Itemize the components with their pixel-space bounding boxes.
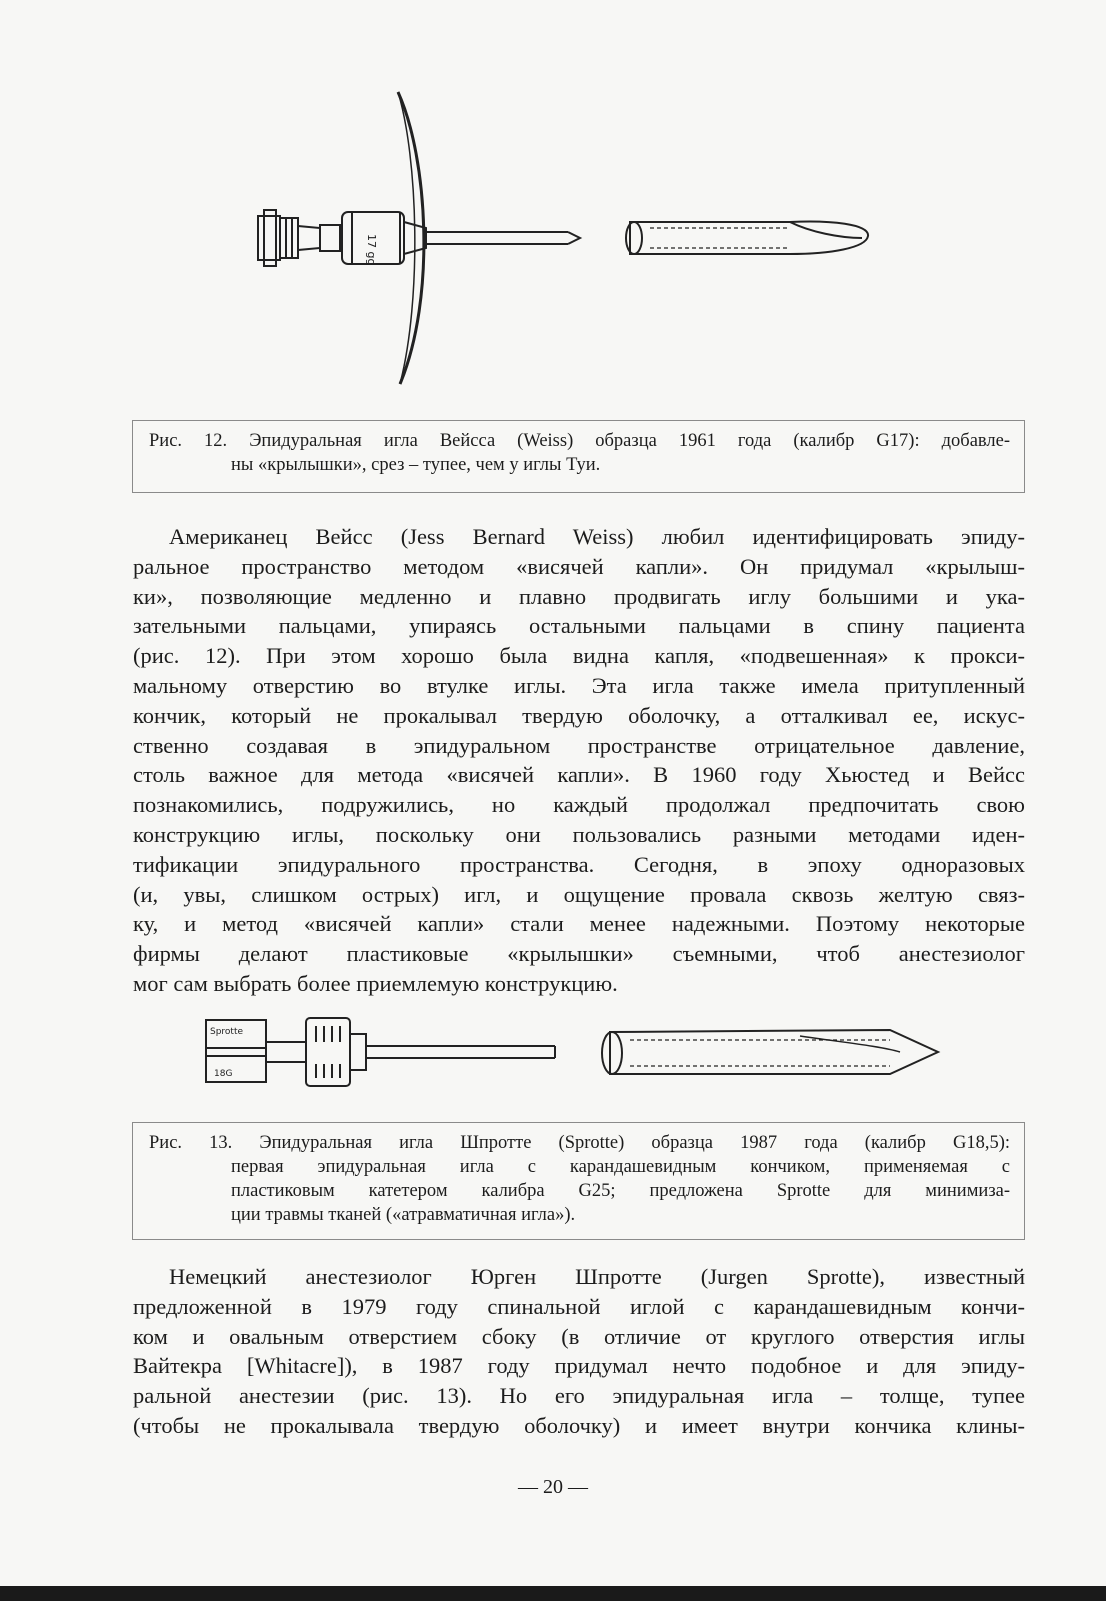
hub-label-bottom: 18G — [214, 1069, 233, 1079]
text-line: тификации эпидурального пространства. Сегодня, в эпоху одноразовых — [133, 851, 1025, 877]
caption-line: первая эпидуральная игла с карандашевидным кончиком, применяемая с — [231, 1157, 1010, 1177]
text-line: (рис. 12). При этом хорошо была видна капля, «подвешенная» к прокси- — [133, 643, 1025, 669]
caption-line: Рис. 12. Эпидуральная игла Вейсса (Weiss) образца 1961 года (калибр G17): добавле- — [149, 431, 1010, 451]
text-line: Вайтекра [Whitacre]), в 1987 году придумал нечто подобное и для эпиду- — [133, 1353, 1025, 1379]
text-line: мог сам выбрать более приемлемую конструкцию. — [133, 970, 618, 996]
text-line: кончик, который не прокалывал твердую оболочку, а отталкивал ее, искус- — [133, 702, 1025, 728]
text-line: предложенной в 1979 году спинальной иглой с карандашевидным кончи- — [133, 1293, 1025, 1319]
text-line: зательными пальцами, упираясь остальными пальцами в спину пациента — [133, 613, 1025, 639]
text-line: познакомились, подружились, но каждый продолжал предпочитать свою — [133, 792, 1025, 818]
text-line: Немецкий анестезиолог Юрген Шпротте (Jurgen Sprotte), известный — [169, 1264, 1025, 1289]
figure-13-illustration — [200, 1012, 960, 1102]
caption-line: пластиковым катетером калибра G25; предложена Sprotte для минимиза- — [231, 1181, 1010, 1201]
figure-12-illustration — [250, 88, 890, 398]
hub-marking: 17 gg — [365, 234, 378, 266]
caption-line: Рис. 13. Эпидуральная игла Шпротте (Sprotte) образца 1987 года (калибр G18,5): — [149, 1133, 1010, 1153]
text-line: конструкцию иглы, поскольку они пользовались разными методами иден- — [133, 821, 1025, 847]
figure-12-caption — [132, 420, 1025, 493]
text-line: (чтобы не прокалывала твердую оболочку) и имеет внутри кончика клины- — [133, 1412, 1025, 1438]
page-number: — 20 — — [518, 1476, 588, 1498]
text-line: ральное пространство методом «висячей капли». Он придумал «крылыш- — [133, 553, 1025, 579]
text-line: ком и овальным отверстием сбоку (в отличие от круглого отверстия иглы — [133, 1323, 1025, 1349]
caption-line: ции травмы тканей («атравматичная игла»). — [231, 1205, 576, 1225]
text-line: мальному отверстию во втулке иглы. Эта игла также имела притупленный — [133, 672, 1025, 698]
scan-edge-bar — [0, 1586, 1106, 1601]
text-line: Американец Вейсс (Jess Bernard Weiss) любил идентифицировать эпиду- — [169, 524, 1025, 549]
text-line: ственно создавая в эпидуральном пространстве отрицательное давление, — [133, 732, 1025, 758]
text-line: фирмы делают пластиковые «крылышки» съемными, чтоб анестезиолог — [133, 941, 1025, 967]
text-line: столь важное для метода «висячей капли». В 1960 году Хьюстед и Вейсс — [133, 762, 1025, 788]
paragraph-sprotte — [133, 1262, 1025, 1441]
text-line: (и, увы, слишком острых) игл, и ощущение провала сквозь желтую связ- — [133, 881, 1025, 907]
text-line: ки», позволяющие медленно и плавно продвигать иглу большими и ука- — [133, 583, 1025, 609]
caption-line: ны «крылышки», срез – тупее, чем у иглы Туи. — [231, 455, 601, 475]
hub-label-top: Sprotte — [210, 1027, 244, 1037]
paragraph-weiss — [133, 522, 1025, 999]
text-line: ку, и метод «висячей капли» стали менее надежными. Поэтому некоторые — [133, 911, 1025, 937]
figure-13-caption — [132, 1122, 1025, 1240]
text-line: ральной анестезии (рис. 13). Но его эпидуральная игла – толще, тупее — [133, 1383, 1025, 1409]
